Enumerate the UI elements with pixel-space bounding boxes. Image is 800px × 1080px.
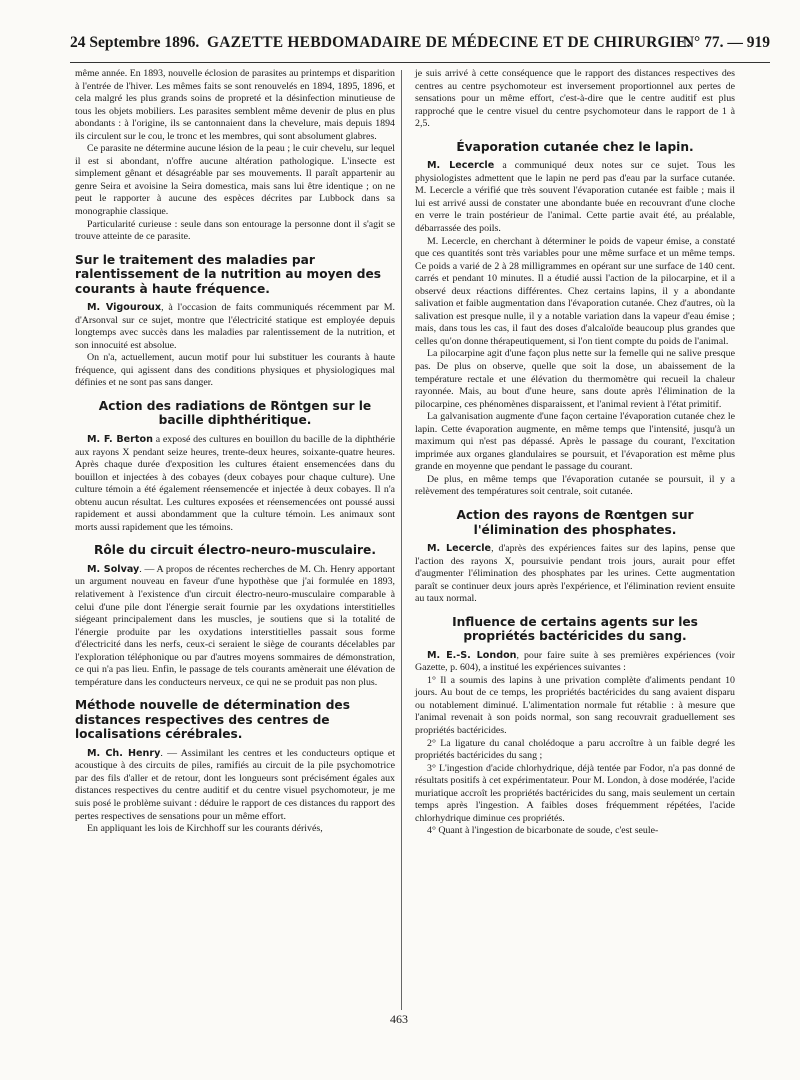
running-header [70,34,770,54]
issue-date: 24 Septembre 1896. [70,34,200,51]
paragraph: Particularité curieuse : seule dans son entourage la personne dont il s'agit se trouve atteinte de ce parasite. [75,218,395,243]
paragraph: En appliquant les lois de Kirchhoff sur les courants dérivés, [87,823,323,835]
left-column [75,68,395,836]
right-column [415,68,735,838]
header-rule [70,62,770,63]
author-name: M. E.-S. London [427,649,517,661]
author-name: M. Ch. Henry [87,747,161,759]
paragraph: 2° La ligature du canal cholédoque a paru accroître à un faible degré les propriétés bactéricides du sang ; [415,737,735,762]
paragraph-text: . — Assimilant les centres et les conducteurs optique et acoustique à des circuits de piles, ramifiés au circuit de la pile psychomotrice par des fils d'aller et de retour, dont les longueurs sont précisément égales aux distances respectives du centre auditif et du centre visuel psychomoteur, je me suis posé le problème suivant : déduire le rapport de ces distances du rapport des pertes respectives de sensations pour un même effort. [75,747,395,822]
section-heading: Influence de certains agents sur les propriétés bactéricides du sang. [452,614,698,644]
paragraph-text: , à l'occasion de faits communiqués récemment par M. d'Arsonval sur ce sujet, montre que l'électricité statique est employée depuis longtemps avec succès dans les maladies par ralentissement de la nutrition, et son innocuité est absolue. [75,302,395,351]
paragraph [75,564,395,689]
section-heading: Sur le traitement des maladies par ralentissement de la nutrition au moyen des courants à haute fréquence. [75,252,381,296]
section-heading: Action des rayons de Rœntgen sur l'élimination des phosphates. [456,508,694,537]
paragraph [75,434,395,534]
paragraph: La galvanisation augmente d'une façon certaine l'évaporation cutanée chez le lapin. Cette évaporation augmente, en même temps que l'intensité, jusqu'à un maximum qui n'est pas dépassé. Après le passage du courant, l'excitation imprimée aux organes glandulaires se poursuit, et l'évaporation est même plus grande en moyenne que pendant le passage du courant. [415,411,735,473]
author-name: M. Solvay [87,563,140,575]
author-name: M. Lecercle [427,160,495,172]
paragraph: M. Lecercle, en cherchant à déterminer le poids de vapeur émise, a constaté que ces quantités sont très variables pour une même surface et un même temps. Ce poids a varié de 2 à 28 milligrammes en opérant sur une surface de 140 cent. carrés et pendant 10 minutes. Il a étudié aussi l'action de la pilocarpine, et il a observé deux réactions différentes. Chez certains lapins, il y a abondante salivation et faible augmentation dans l'évaporation cutanée. Chez d'autres, où la salivation est presque nulle, il y a notable variation dans la vapeur d'eau émise ; mais, dans tous les cas, il faut des doses d'alcaloïde beaucoup plus grandes que celles qu'on donne thérapeutiquement, si l'on tient compte du poids de l'animal. [415,235,735,347]
section-heading: Action des radiations de Röntgen sur le bacille diphthéritique. [98,398,372,428]
author-name: M. Vigouroux [87,302,162,314]
journal-title: GAZETTE HEBDOMADAIRE DE MÉDECINE ET DE CHIRURGIE. [207,34,691,51]
paragraph: même année. En 1893, nouvelle éclosion de parasites au printemps et disparition à l'entrée de l'hiver. Les mêmes faits se sont renouvelés en 1894, 1895, 1896, et cela malgré les plus grands soins de propreté et la désinfection minutieuse de tous les objets mobiliers. Les parasites semblent même devenir de plus en plus abondants : à l'origine, ils se cantonnaient dans la chevelure, mais depuis 1894 ils circulent sur le cou, le tronc et les membres, qui sont absolument glabres. [75,68,395,142]
author-name: M. Lecercle [427,543,492,554]
paragraph: Ce parasite ne détermine aucune lésion de la peau ; le cuir chevelu, sur lequel il est si abondant, n'offre aucune altération pathologique. L'insecte est simplement gênant et désagréable par ses mouvements. Il paraît appartenir au genre Seira et avoisine la Seira domestica, mais sans lui être identique ; on ne peut le rapporter à aucune des espèces décrites par Lubbock dans sa monographie classique. [75,143,395,218]
paragraph [75,748,395,823]
paragraph: je suis arrivé à cette conséquence que le rapport des distances respectives des centres au centre psychomoteur est inversement proportionnel aux pertes de sensations pour un même effort, c'est-à-dire que le centre auditif est plus rapproché que le centre visuel du centre psychomoteur dans le rapport de 1 à 2,5. [415,68,735,130]
paragraph: La pilocarpine agit d'une façon plus nette sur la femelle qui ne salive presque pas. De plus on observe, quelle que soit la dose, un abaissement de la température rectale et une élévation du thermomètre qui recueil la chaleur rayonnée. Mais, au bout d'une heure, sans doute après l'élimination de la pilocarpine, ces phénomènes disparaissent, et l'animal revient à l'état primitif. [415,348,735,410]
paragraph-text: , pour faire suite à ses premières expériences (voir Gazette, p. 604), a institué les expériences suivantes : [415,649,735,674]
issue-folio: N° 77. — 919 [682,34,770,51]
section-heading: Méthode nouvelle de détermination des distances respectives des centres de localisations cérébrales. [75,698,350,742]
paragraph [75,302,395,352]
paragraph: 4° Quant à l'ingestion de bicarbonate de soude, c'est seule- [427,825,659,837]
paragraph-text: a exposé des cultures en bouillon du bacille de la diphthérie aux rayons X pendant seize heures, trente-deux heures, soixante-quatre heures. Après chaque durée d'exposition les cultures étaient ensemencées dans du bouillon et injectées à des cobayes (deux cobayes pour chaque culture). Une culture témoin a été également réensemencée et injectée à deux cobayes. Il n'a obtenu aucun résultat. Les cultures exposées et réensemencées ont poussé aussi rapidement et aussi abondamment que la culture témoin. Les animaux sont morts aussi rapidement que les témoins. [75,433,395,533]
paragraph: 3° L'ingestion d'acide chlorhydrique, déjà tentée par Fodor, n'a pas donné de résultats positifs à cet expérimentateur. Pour M. London, à dose modérée, l'acide muriatique accroît les propriétés bactéricides du sang, mais seulement un certain temps après l'ingestion. A faibles doses fréquemment répétées, l'acide chlorhydrique diminue ces propriétés. [415,762,735,824]
section-heading: Rôle du circuit électro-neuro-musculaire. [94,543,376,558]
section-heading: Évaporation cutanée chez le lapin. [456,139,694,154]
column-divider [401,70,402,1010]
paragraph: On n'a, actuellement, aucun motif pour lui substituer les courants à haute fréquence, qui agissent dans des conditions physiques et physiologiques mal définies et ne sont pas sans danger. [75,352,395,389]
paragraph: 1° Il a soumis des lapins à une privation complète d'aliments pendant 10 jours. Au bout de ce temps, les propriétés bactéricides du sang avaient disparu ou notablement diminué. L'alimentation normale fut rétablie : à mesure que l'animal revenait à son poids normal, son sang recouvrait graduellement ses propriétés bactéricides. [415,674,735,737]
paragraph: De plus, en même temps que l'évaporation cutanée se poursuit, il y a relèvement des températures soit centrale, soit cutanée. [415,473,735,498]
paragraph [415,543,735,606]
paragraph-text: a communiqué deux notes sur ce sujet. Tous les physiologistes admettent que le lapin ne perd pas d'eau par la surface cutanée. M. Lecercle a vérifié que très souvent l'évaporation cutanée est faible ; mais il lui est arrivé aussi de constater une abondante buée en recouvrant d'une cloche en verre le train postérieur de l'animal. Cette partie avait été, au préalable, débarrassée des poils. [415,160,735,234]
page-number: 463 [390,1012,408,1026]
paragraph [415,160,735,235]
paragraph-text: . — A propos de récentes recherches de M. Ch. Henry apportant un argument nouveau en faveur d'une hypothèse que j'ai formulée en 1893, relativement à l'existence d'un circuit électro-neuro-musculaire comparable à celui d'une pile dont l'énergie serait fournie par les oxydations interstitielles siégeant principalement dans les muscles, je soutiens que si la totalité de l'énergie produite par les oxydations interstitielles passait sous forme d'électricité dans les nerfs, ceux-ci seraient le siège de courants décelables par l'exploration téléphonique ou par d'autres moyens sommaires de démonstration, ce qui n'a pas lieu. Enfin, le passage de tels courants amènerait une élévation de température dans les conducteurs nerveux, ce qui ne se produit pas non plus. [75,563,395,688]
author-name: M. F. Berton [87,433,153,445]
paragraph [415,650,735,675]
paragraph-text: , d'après des expériences faites sur des lapins, pense que l'action des rayons X, poursuivie pendant trois jours, aurait pour effet d'augmenter l'élimination des phosphates par les urines. Cette augmentation paraît se continuer deux jours après l'expérience, et l'élimination revient ensuite au taux normal. [415,543,735,605]
